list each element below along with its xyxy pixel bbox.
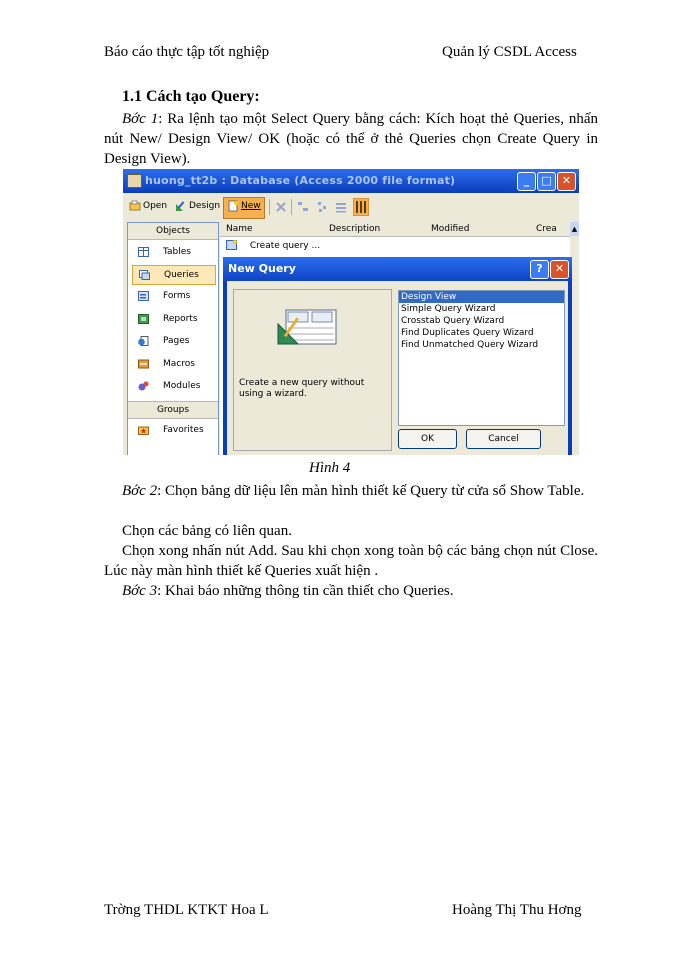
form-icon [138, 291, 149, 301]
help-icon[interactable]: ? [530, 260, 549, 279]
object-reports[interactable]: Reports [132, 310, 214, 328]
design-view-illustration-icon [276, 308, 338, 348]
ok-button[interactable]: OK [398, 429, 457, 449]
design-button[interactable]: Design [175, 200, 220, 212]
toolbar-divider [291, 199, 292, 215]
object-macros[interactable]: Macros [132, 355, 214, 373]
maximize-icon[interactable]: □ [537, 172, 556, 191]
favorites-folder-icon [138, 425, 149, 435]
wizard-preview-panel [233, 289, 392, 451]
small-icons-icon[interactable] [317, 201, 329, 213]
footer-left: Trờng THDL KTKT Hoa L [104, 902, 269, 918]
object-tables[interactable]: Tables [132, 243, 214, 261]
header-left: Báo cáo thực tập tốt nghiệp [104, 44, 270, 60]
minimize-icon[interactable]: _ [517, 172, 536, 191]
objects-pane [127, 222, 219, 455]
query-type-list[interactable] [398, 290, 565, 426]
column-description[interactable]: Description [329, 224, 381, 234]
paragraph: Chọn xong nhấn nút Add. Sau khi chọn xong toàn bộ các bảng chọn nút Close. Lúc này màn hình thiết kế Queries xuất hiện . [104, 543, 598, 579]
window-title: huong_tt2b : Database (Access 2000 file format) [145, 174, 456, 187]
list-item[interactable]: Find Duplicates Query Wizard [401, 328, 534, 338]
list-item[interactable]: Design View [399, 291, 564, 303]
step2-text: : Chọn bảng dữ liệu lên màn hình thiết kế Query từ cửa sổ Show Table. [157, 483, 585, 499]
open-button[interactable]: Open [129, 200, 167, 212]
list-item[interactable]: Simple Query Wizard [401, 304, 496, 314]
step3-paragraph [104, 581, 598, 601]
step3-text: : Khai báo những thông tin cần thiết cho Queries. [157, 583, 454, 599]
list-item[interactable]: Create query ... [226, 240, 320, 253]
dialog-title: New Query [228, 262, 296, 275]
column-name[interactable]: Name [226, 224, 253, 234]
design-icon [175, 200, 187, 212]
database-icon [127, 174, 142, 188]
cancel-button[interactable]: Cancel [466, 429, 541, 449]
step2-paragraph [104, 481, 598, 501]
report-icon [138, 314, 149, 324]
step3-label: Bớc 3 [122, 583, 158, 599]
list-item[interactable]: Crosstab Query Wizard [401, 316, 505, 326]
delete-icon[interactable] [275, 201, 287, 213]
create-query-icon [226, 240, 238, 251]
query-icon [139, 270, 150, 280]
object-modules[interactable]: Modules [132, 377, 214, 395]
figure-caption: Hình 4 [309, 460, 351, 476]
window-titlebar [123, 169, 579, 193]
object-pages[interactable]: Pages [132, 332, 214, 350]
column-created[interactable]: Crea [536, 224, 557, 234]
new-query-dialog [223, 257, 572, 455]
step1-text: : Ra lệnh tạo một Select Query bằng cách: Kích hoạt thẻ Queries, nhấn nút New/ Design View/ OK (hoặc có thể ở thẻ Queries chọn Create Query in Design View). [104, 111, 598, 167]
dialog-body [227, 281, 568, 455]
step2-label: Bớc 2 [122, 483, 158, 499]
group-favorites[interactable]: Favorites [132, 421, 214, 439]
scroll-up-icon[interactable]: ▲ [570, 222, 579, 236]
paragraph: Chọn các bảng có liên quan. [122, 523, 292, 539]
close-icon[interactable]: ✕ [557, 172, 576, 191]
header-right: Quản lý CSDL Access [442, 44, 577, 60]
column-modified[interactable]: Modified [431, 224, 470, 234]
page-icon [138, 336, 149, 346]
footer-right: Hoàng Thị Thu Hơng [452, 902, 582, 918]
step1-paragraph [104, 109, 598, 169]
large-icons-icon[interactable] [297, 201, 309, 213]
list-icon[interactable] [335, 201, 347, 213]
access-screenshot [123, 169, 579, 455]
dialog-close-icon[interactable]: ✕ [550, 260, 569, 279]
new-button-label[interactable]: New [227, 200, 261, 212]
dialog-description: Create a new query without using a wizard. [239, 378, 365, 399]
dialog-titlebar [223, 257, 572, 281]
objects-header: Objects [128, 223, 218, 240]
macro-icon [138, 359, 149, 369]
open-icon [129, 200, 141, 212]
toolbar-divider [269, 199, 270, 215]
column-header-row [220, 222, 570, 237]
new-icon [227, 200, 239, 212]
details-icon[interactable] [353, 198, 369, 216]
groups-header: Groups [128, 401, 218, 419]
object-forms[interactable]: Forms [132, 287, 214, 305]
module-icon [138, 381, 149, 391]
list-item[interactable]: Find Unmatched Query Wizard [401, 340, 539, 350]
db-toolbar [123, 193, 579, 221]
object-queries[interactable]: Queries [132, 265, 216, 285]
step1-label: Bớc 1 [122, 111, 159, 127]
table-icon [138, 247, 149, 257]
section-title: 1.1 Cách tạo Query: [122, 88, 260, 105]
